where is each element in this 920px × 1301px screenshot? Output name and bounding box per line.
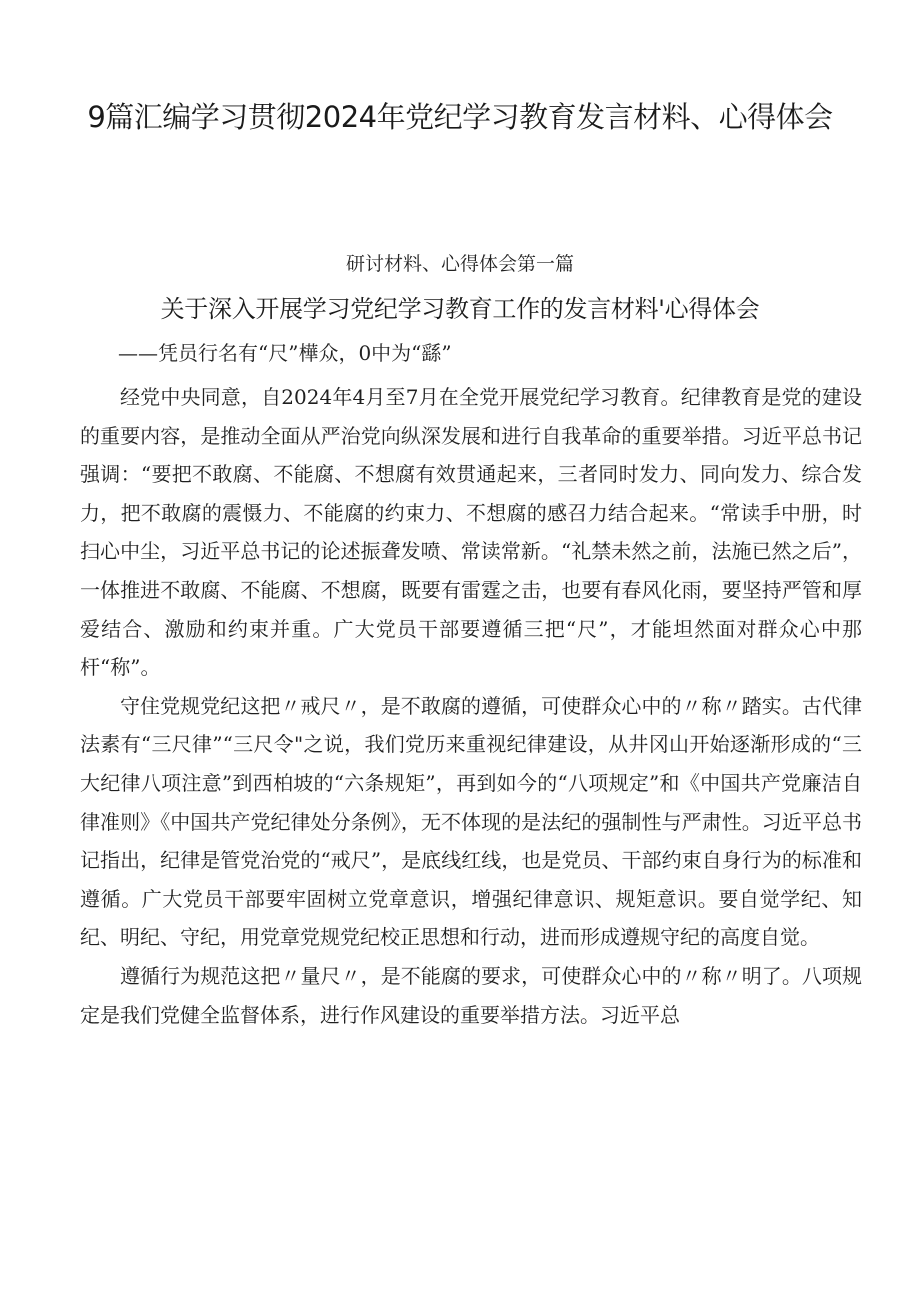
article-subtitle: ——凭员行名有“尺”樺众，0中为“繇” — [118, 341, 452, 365]
document-title: 9篇汇编学习贯彻2024年党纪学习教育发言材料、心得体会 — [87, 100, 833, 134]
article-body — [80, 378, 862, 1034]
section-label: 研讨材料、心得体会第一篇 — [345, 253, 574, 275]
article-title: 关于深入开展学习党纪学习教育工作的发言材料'心得体会 — [160, 295, 760, 323]
paragraph: 遵循行为规范这把〃量尺〃，是不能腐的要求，可使群众心中的〃称〃明了。八项规定是我们党健全监督体系，进行作风建设的重要举措方法。习近平总 — [80, 963, 862, 1027]
paragraph: 守住党规党纪这把〃戒尺〃，是不敢腐的遵循，可使群众心中的〃称〃踏实。古代律法素有“三尺律”“三尺令"之说，我们党历来重视纪律建设，从井冈山开始逐渐形成的“三大纪律八项注意”到西柏坡的“六条规矩”，再到如今的“八项规定”和《中国共产党廉洁自律准则》《中国共产党纪律处分条例》，无不体现的是法纪的强制性与严肃性。习近平总书记指出，纪律是管党治党的“戒尺”，是底线红线，也是党员、干部约束自身行为的标准和遵循。广大党员干部要牢固树立党章意识，增强纪律意识、规矩意识。要自觉学纪、知纪、明纪、守纪，用党章党规党纪校正思想和行动，进而形成遵规守纪的高度自觉。 — [80, 693, 862, 950]
paragraph: 经党中央同意，自2024年4月至7月在全党开展党纪学习教育。纪律教育是党的建设的重要内容，是推动全面从严治党向纵深发展和进行自我革命的重要举措。习近平总书记强调：“要把不敢腐、不能腐、不想腐有效贯通起来，三者同时发力、同向发力、综合发力，把不敢腐的震慑力、不能腐的约束力、不想腐的感召力结合起来。“常读手中册，时扫心中尘，习近平总书记的论述振聋发喷、常读常新。“礼禁未然之前，法施已然之后”，一体推进不敢腐、不能腐、不想腐，既要有雷霆之击，也要有春风化雨，要坚持严管和厚爱结合、激励和约束并重。广大党员干部要遵循三把“尺”，才能坦然面对群众心中那杆“称”。 — [80, 385, 862, 680]
